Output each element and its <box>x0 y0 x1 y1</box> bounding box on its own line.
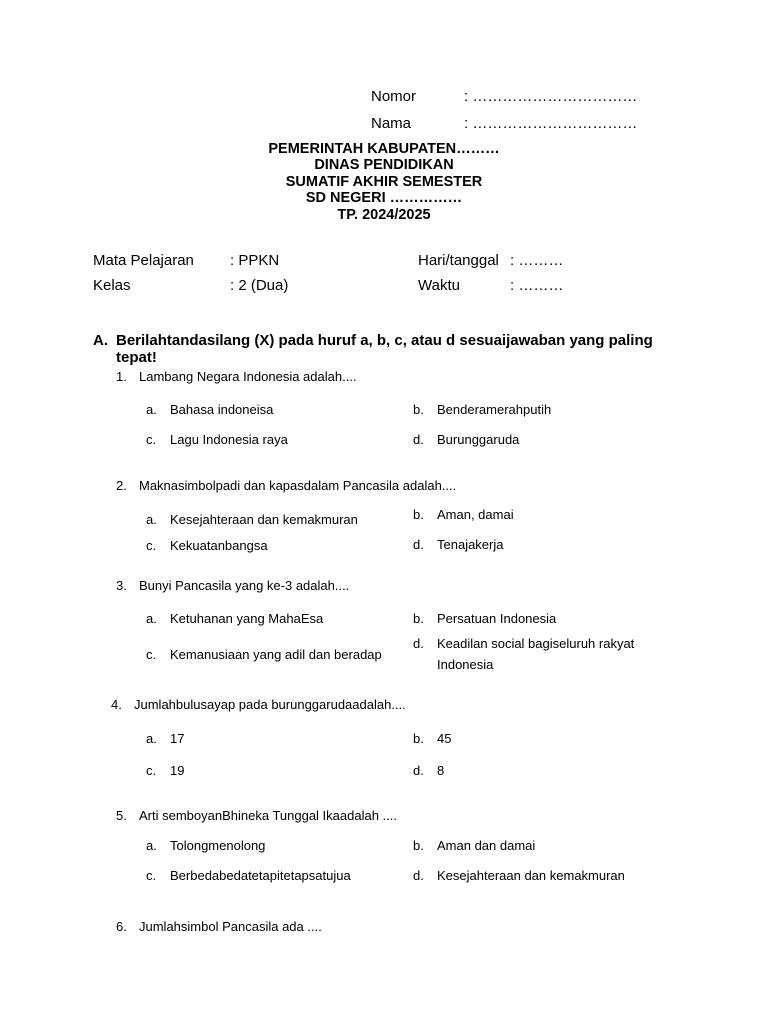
question-number: 3. <box>116 578 127 593</box>
question-number: 1. <box>116 369 127 384</box>
question-text: Maknasimbolpadi dan kapasdalam Pancasila adalah.... <box>139 478 457 493</box>
option-5c: c. Berbedabedatetapitetapsatujua <box>146 868 351 883</box>
option-4a: a. 17 <box>146 731 185 746</box>
question-text: Lambang Negara Indonesia adalah.... <box>139 369 357 384</box>
mapel-value: : PPKN <box>230 252 280 269</box>
option-4c: c. 19 <box>146 763 185 778</box>
question-2 <box>116 478 456 493</box>
question-text: Bunyi Pancasila yang ke-3 adalah.... <box>139 578 350 593</box>
hari-label: Hari/tanggal <box>418 252 499 269</box>
header-line-1: PEMERINTAH KABUPATEN……… <box>268 141 500 157</box>
option-1d: d. Burunggaruda <box>413 432 520 447</box>
header-line-4: SD NEGERI …………… <box>305 190 463 206</box>
option-2b: b. Aman, damai <box>413 507 514 522</box>
section-a-instruction-line-1: Berilahtandasilang (X) pada huruf a, b, c, atau d sesuaijawaban yang paling <box>116 332 653 349</box>
option-3d: d. Keadilan social bagiseluruh rakyat Indonesia <box>413 636 635 672</box>
question-number: 2. <box>116 478 127 493</box>
section-a-instruction-line-2: tepat! <box>116 349 157 366</box>
option-5b: b. Aman dan damai <box>413 838 536 853</box>
option-5d: d. Kesejahteraan dan kemakmuran <box>413 868 625 883</box>
nomor-label: Nomor <box>371 88 417 105</box>
nama-value: : …………………………… <box>464 115 638 132</box>
option-3a: a. Ketuhanan yang MahaEsa <box>146 611 324 626</box>
question-number: 5. <box>116 808 127 823</box>
mapel-label: Mata Pelajaran <box>93 252 194 269</box>
option-3c: c. Kemanusiaan yang adil dan beradap <box>146 647 382 662</box>
option-2c: c. Kekuatanbangsa <box>146 538 268 553</box>
option-1b: b. Benderamerahputih <box>413 402 552 417</box>
question-number: 6. <box>116 919 127 934</box>
header-line-2: DINAS PENDIDIKAN <box>314 157 454 173</box>
question-text: Arti semboyanBhineka Tunggal Ikaadalah .... <box>139 808 397 823</box>
option-1a: a. Bahasa indoneisa <box>146 402 274 417</box>
section-a-marker: A. <box>93 332 108 349</box>
question-4 <box>111 697 406 712</box>
nomor-value: : …………………………… <box>464 88 638 105</box>
option-3b: b. Persatuan Indonesia <box>413 611 557 626</box>
option-5a: a. Tolongmenolong <box>146 838 266 853</box>
header-line-3: SUMATIF AKHIR SEMESTER <box>285 174 483 190</box>
question-text: Jumlahbulusayap pada burunggarudaadalah.... <box>134 697 406 712</box>
question-6 <box>116 919 322 934</box>
option-4d: d. 8 <box>413 763 445 778</box>
question-3 <box>116 578 349 593</box>
question-5 <box>116 808 397 823</box>
option-2d: d. Tenajakerja <box>413 537 504 552</box>
option-1c: c. Lagu Indonesia raya <box>146 432 288 447</box>
option-4b: b. 45 <box>413 731 452 746</box>
kelas-label: Kelas <box>93 277 131 294</box>
question-text: Jumlahsimbol Pancasila ada .... <box>139 919 322 934</box>
kelas-value: : 2 (Dua) <box>230 277 289 294</box>
hari-value: : ……… <box>510 252 564 269</box>
nama-label: Nama <box>371 115 412 132</box>
header-line-5: TP. 2024/2025 <box>337 207 431 223</box>
option-2a: a. Kesejahteraan dan kemakmuran <box>146 512 358 527</box>
question-1 <box>116 369 357 384</box>
waktu-label: Waktu <box>418 277 460 294</box>
question-number: 4. <box>111 697 122 712</box>
waktu-value: : ……… <box>510 277 564 294</box>
